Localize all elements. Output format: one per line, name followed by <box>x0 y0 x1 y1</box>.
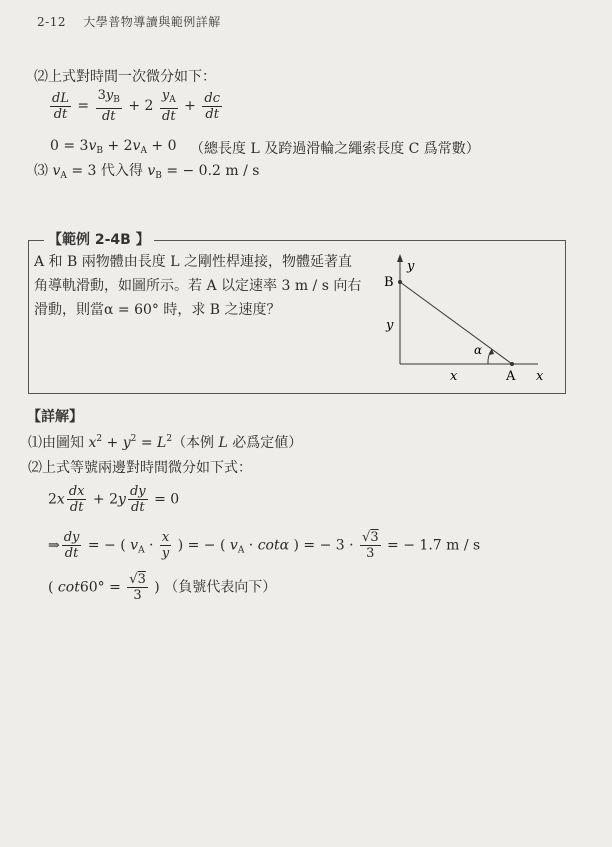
y-axis-label: y <box>407 259 415 274</box>
constant-note: （總長度 L 及跨過滑輪之繩索長度 C 爲常數） <box>190 141 480 157</box>
point-a-dot <box>510 362 514 366</box>
example-problem-text: A 和 B 兩物體由長度 L 之剛性桿連接，物體延著直角導軌滑動，如圖所示。若 A 以定速率 3 m / s 向右滑動，則當α = 60° 時，求 B 之速度？ <box>34 254 362 318</box>
prev-velocity-relation: $0 = 3v_B + 2v_A + 0$ <box>50 138 177 156</box>
example-label: 【範例 2-4B 】 <box>44 229 154 249</box>
solution-label: 【詳解】 <box>27 409 83 425</box>
page-header <box>37 13 221 30</box>
rod-diagram <box>378 252 548 384</box>
x-axis-label: x <box>536 369 544 384</box>
angle-label: α <box>474 343 483 357</box>
prev-step2-text: ⑵上式對時間一次微分如下： <box>34 69 216 85</box>
cot-note: （負號代表向下） <box>164 579 277 596</box>
prev-step3: ⑶ $v_A = 3$ 代入得 $v_B$ = − 0.2 m / s <box>34 163 260 181</box>
solution-step2: ⑵上式等號兩邊對時間微分如下式： <box>28 460 252 476</box>
page-number: 2-12 <box>37 15 66 29</box>
prev-derivative-equation: $\frac{dL}{dt}$ = $\frac{3y_B}{dt}$ + 2 $\frac{y_A}{dt}$ + $\frac{dc}{dt}$ <box>52 88 220 124</box>
rod-line <box>400 282 512 364</box>
cot-note-line: ( cot60° = $\frac{√3}{3}$ ) （負號代表向下） <box>48 572 277 603</box>
point-b-dot <box>398 280 402 284</box>
velocity-result-equation: ⇒ $\frac{dy}{dt}$ = − ( $v_A$ · $\frac{x}{y}$ ) = − ( $v_A \cdot \cot\alpha$ ) = − 3 · $\frac{√3}{3}$ = − 1.7 m / s <box>48 530 481 561</box>
book-title: 大學普物導讀與範例詳解 <box>83 15 221 29</box>
point-b-label: B <box>384 275 394 290</box>
x-dimension-label: x <box>450 369 458 384</box>
y-dimension-label: y <box>386 318 394 333</box>
point-a-label: A <box>506 369 516 384</box>
y-axis-arrow <box>397 254 403 262</box>
differentiated-equation: 2x $\frac{dx}{dt}$ + 2y $\frac{dy}{dt}$ = 0 <box>48 484 180 515</box>
solution-step1: ⑴由圖知 $x^2 + y^2 = L^2$（本例 L 必爲定値） <box>28 434 303 451</box>
